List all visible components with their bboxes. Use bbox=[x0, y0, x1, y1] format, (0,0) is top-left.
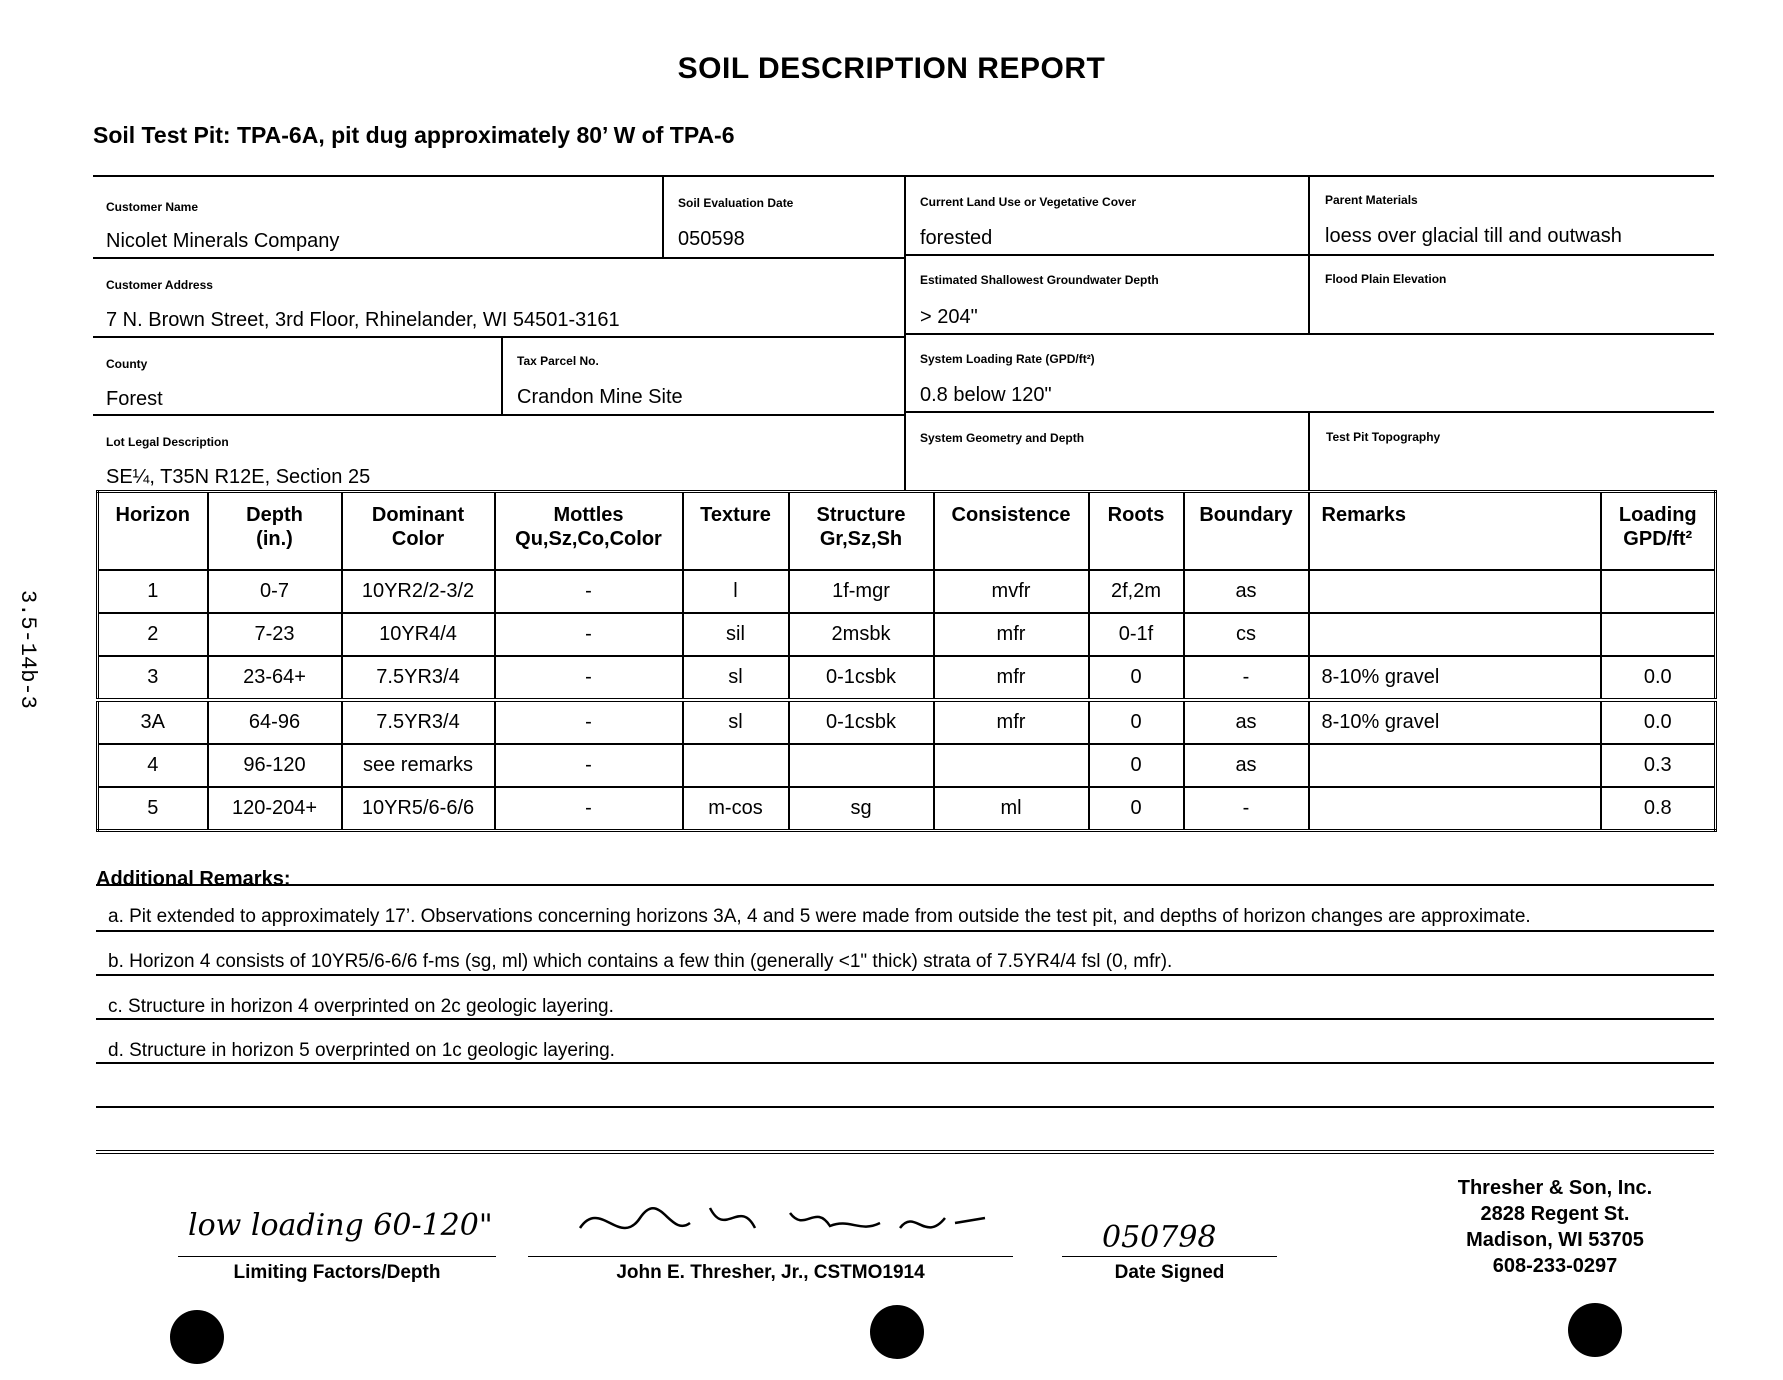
grid-line bbox=[1308, 177, 1310, 334]
cell-structure: 2msbk bbox=[789, 613, 934, 656]
remark-rule bbox=[96, 974, 1714, 976]
cell-mottles: - bbox=[495, 700, 683, 744]
cell-loading bbox=[1601, 613, 1716, 656]
cell-horizon: 4 bbox=[98, 744, 208, 787]
cell-depth: 7-23 bbox=[208, 613, 342, 656]
table-row bbox=[98, 613, 1716, 656]
customer-name-label: Customer Name bbox=[106, 200, 199, 214]
signature-line bbox=[528, 1256, 1013, 1257]
header-roots: Roots bbox=[1089, 492, 1184, 571]
customer-address-value: 7 N. Brown Street, 3rd Floor, Rhinelander, WI 54501-3161 bbox=[106, 309, 620, 331]
hole-punch-mark bbox=[1568, 1303, 1622, 1357]
cell-consistence: mfr bbox=[934, 656, 1089, 700]
header-remarks: Remarks bbox=[1309, 492, 1601, 571]
cell-remarks bbox=[1309, 744, 1601, 787]
lot-legal-value: SE¼, T35N R12E, Section 25 bbox=[106, 466, 371, 488]
header-mottles: Mottles Qu,Sz,Co,Color bbox=[495, 492, 683, 571]
loading-rate-label: System Loading Rate (GPD/ft²) bbox=[920, 352, 1095, 366]
lot-legal-label: Lot Legal Description bbox=[106, 435, 229, 449]
company-city: Madison, WI 53705 bbox=[1466, 1229, 1644, 1251]
table-row bbox=[98, 656, 1716, 700]
table-header-row bbox=[98, 492, 1716, 571]
grid-line bbox=[93, 257, 904, 259]
groundwater-label: Estimated Shallowest Groundwater Depth bbox=[920, 273, 1159, 287]
cell-texture: sl bbox=[683, 656, 789, 700]
cell-texture: sl bbox=[683, 700, 789, 744]
remark-b: b. Horizon 4 consists of 10YR5/6-6/6 f-ms (sg, ml) which contains a few thin (generally <1" thick) strata of 7.5YR4/4 fsl (0, mfr). bbox=[108, 951, 1173, 972]
test-pit-topography-label: Test Pit Topography bbox=[1326, 430, 1441, 444]
table-row bbox=[98, 787, 1716, 831]
cell-loading: 0.8 bbox=[1601, 787, 1716, 831]
cell-roots: 0 bbox=[1089, 656, 1184, 700]
cell-consistence bbox=[934, 744, 1089, 787]
loading-rate-value: 0.8 below 120" bbox=[920, 384, 1052, 406]
land-use-label: Current Land Use or Vegetative Cover bbox=[920, 195, 1137, 209]
remark-a: a. Pit extended to approximately 17’. Observations concerning horizons 3A, 4 and 5 were made from outside the test pit, and depths of horizon changes are approximate. bbox=[108, 906, 1531, 927]
header-consistence: Consistence bbox=[934, 492, 1089, 571]
soil-horizon-table bbox=[96, 490, 1717, 832]
cell-remarks bbox=[1309, 613, 1601, 656]
cell-horizon: 2 bbox=[98, 613, 208, 656]
cell-color: 7.5YR3/4 bbox=[342, 656, 495, 700]
county-value: Forest bbox=[106, 388, 163, 410]
report-title: SOIL DESCRIPTION REPORT bbox=[677, 52, 1106, 85]
cell-roots: 0 bbox=[1089, 787, 1184, 831]
company-address-block bbox=[1405, 1175, 1705, 1279]
cell-remarks bbox=[1309, 570, 1601, 613]
header-boundary: Boundary bbox=[1184, 492, 1309, 571]
cell-color: 10YR4/4 bbox=[342, 613, 495, 656]
cell-texture bbox=[683, 744, 789, 787]
cell-depth: 120-204+ bbox=[208, 787, 342, 831]
table-row bbox=[98, 744, 1716, 787]
table-row bbox=[98, 700, 1716, 744]
parent-materials-value: loess over glacial till and outwash bbox=[1325, 225, 1622, 247]
date-signed-label: Date Signed bbox=[1114, 1262, 1225, 1283]
cell-boundary: as bbox=[1184, 744, 1309, 787]
table-row bbox=[98, 570, 1716, 613]
cell-texture: m-cos bbox=[683, 787, 789, 831]
cell-texture: l bbox=[683, 570, 789, 613]
cell-structure bbox=[789, 744, 934, 787]
cell-boundary: as bbox=[1184, 700, 1309, 744]
header-dominant-color: Dominant Color bbox=[342, 492, 495, 571]
cell-depth: 64-96 bbox=[208, 700, 342, 744]
date-signed-handwritten: 050798 bbox=[1102, 1220, 1217, 1255]
header-depth: Depth (in.) bbox=[208, 492, 342, 571]
cell-color: 10YR2/2-3/2 bbox=[342, 570, 495, 613]
soil-test-pit-heading: Soil Test Pit: TPA-6A, pit dug approximately 80’ W of TPA-6 bbox=[93, 122, 735, 148]
cell-roots: 0 bbox=[1089, 744, 1184, 787]
tax-parcel-label: Tax Parcel No. bbox=[517, 354, 599, 368]
grid-line bbox=[662, 177, 664, 257]
handwritten-signature bbox=[560, 1188, 990, 1252]
remark-rule bbox=[96, 1106, 1714, 1108]
flood-plain-label: Flood Plain Elevation bbox=[1325, 272, 1447, 286]
cell-boundary: - bbox=[1184, 656, 1309, 700]
grid-line bbox=[93, 336, 904, 338]
customer-address-label: Customer Address bbox=[106, 278, 213, 292]
section-divider bbox=[96, 1150, 1714, 1160]
cell-color: see remarks bbox=[342, 744, 495, 787]
eval-date-value: 050598 bbox=[678, 228, 745, 250]
grid-line bbox=[1308, 413, 1310, 490]
cell-mottles: - bbox=[495, 613, 683, 656]
remark-rule bbox=[96, 930, 1714, 932]
remark-rule bbox=[96, 884, 1714, 886]
signature-line bbox=[178, 1256, 496, 1257]
grid-line bbox=[904, 177, 906, 490]
cell-mottles: - bbox=[495, 656, 683, 700]
remark-d: d. Structure in horizon 5 overprinted on 1c geologic layering. bbox=[108, 1040, 615, 1061]
cell-boundary: cs bbox=[1184, 613, 1309, 656]
remark-c: c. Structure in horizon 4 overprinted on 2c geologic layering. bbox=[108, 996, 614, 1017]
cell-loading: 0.3 bbox=[1601, 744, 1716, 787]
cell-color: 7.5YR3/4 bbox=[342, 700, 495, 744]
cell-consistence: mfr bbox=[934, 613, 1089, 656]
customer-name-value: Nicolet Minerals Company bbox=[106, 230, 340, 252]
cell-structure: 0-1csbk bbox=[789, 656, 934, 700]
cell-horizon: 5 bbox=[98, 787, 208, 831]
cell-consistence: mfr bbox=[934, 700, 1089, 744]
cell-horizon: 1 bbox=[98, 570, 208, 613]
cell-mottles: - bbox=[495, 744, 683, 787]
header-texture: Texture bbox=[683, 492, 789, 571]
cell-mottles: - bbox=[495, 787, 683, 831]
additional-remarks-heading: Additional Remarks: bbox=[96, 868, 291, 890]
cell-loading bbox=[1601, 570, 1716, 613]
hole-punch-mark bbox=[870, 1305, 924, 1359]
cell-structure: sg bbox=[789, 787, 934, 831]
company-street: 2828 Regent St. bbox=[1480, 1203, 1630, 1225]
cell-boundary: as bbox=[1184, 570, 1309, 613]
grid-line bbox=[93, 414, 904, 416]
header-structure: Structure Gr,Sz,Sh bbox=[789, 492, 934, 571]
remark-rule bbox=[96, 1062, 1714, 1064]
cell-loading: 0.0 bbox=[1601, 700, 1716, 744]
cell-roots: 0 bbox=[1089, 700, 1184, 744]
header-loading: Loading GPD/ft² bbox=[1601, 492, 1716, 571]
limiting-factors-label: Limiting Factors/Depth bbox=[233, 1262, 441, 1283]
cell-horizon: 3A bbox=[98, 700, 208, 744]
cell-mottles: - bbox=[495, 570, 683, 613]
groundwater-value: > 204" bbox=[920, 306, 978, 328]
cell-consistence: ml bbox=[934, 787, 1089, 831]
company-phone: 608-233-0297 bbox=[1492, 1255, 1618, 1277]
hole-punch-mark bbox=[170, 1310, 224, 1364]
cell-color: 10YR5/6-6/6 bbox=[342, 787, 495, 831]
cell-boundary: - bbox=[1184, 787, 1309, 831]
eval-date-label: Soil Evaluation Date bbox=[678, 196, 794, 210]
cell-structure: 1f-mgr bbox=[789, 570, 934, 613]
cell-depth: 23-64+ bbox=[208, 656, 342, 700]
cell-depth: 0-7 bbox=[208, 570, 342, 613]
limiting-factors-handwritten: low loading 60-120" bbox=[188, 1208, 493, 1243]
cell-remarks: 8-10% gravel bbox=[1309, 656, 1601, 700]
cell-structure: 0-1csbk bbox=[789, 700, 934, 744]
cell-remarks bbox=[1309, 787, 1601, 831]
signer-name: John E. Thresher, Jr., CSTMO1914 bbox=[616, 1262, 925, 1283]
system-geometry-label: System Geometry and Depth bbox=[920, 431, 1085, 445]
header-horizon: Horizon bbox=[98, 492, 208, 571]
tax-parcel-value: Crandon Mine Site bbox=[517, 386, 683, 408]
land-use-value: forested bbox=[920, 227, 993, 249]
cell-texture: sil bbox=[683, 613, 789, 656]
parent-materials-label: Parent Materials bbox=[1325, 193, 1418, 207]
county-label: County bbox=[106, 357, 148, 371]
side-document-code: 3.5-14b-3 bbox=[15, 590, 40, 709]
company-name: Thresher & Son, Inc. bbox=[1457, 1177, 1653, 1199]
cell-roots: 2f,2m bbox=[1089, 570, 1184, 613]
signature-line bbox=[1062, 1256, 1277, 1257]
cell-depth: 96-120 bbox=[208, 744, 342, 787]
cell-remarks: 8-10% gravel bbox=[1309, 700, 1601, 744]
cell-horizon: 3 bbox=[98, 656, 208, 700]
cell-loading: 0.0 bbox=[1601, 656, 1716, 700]
grid-line bbox=[501, 338, 503, 414]
cell-roots: 0-1f bbox=[1089, 613, 1184, 656]
remark-rule bbox=[96, 1018, 1714, 1020]
cell-consistence: mvfr bbox=[934, 570, 1089, 613]
